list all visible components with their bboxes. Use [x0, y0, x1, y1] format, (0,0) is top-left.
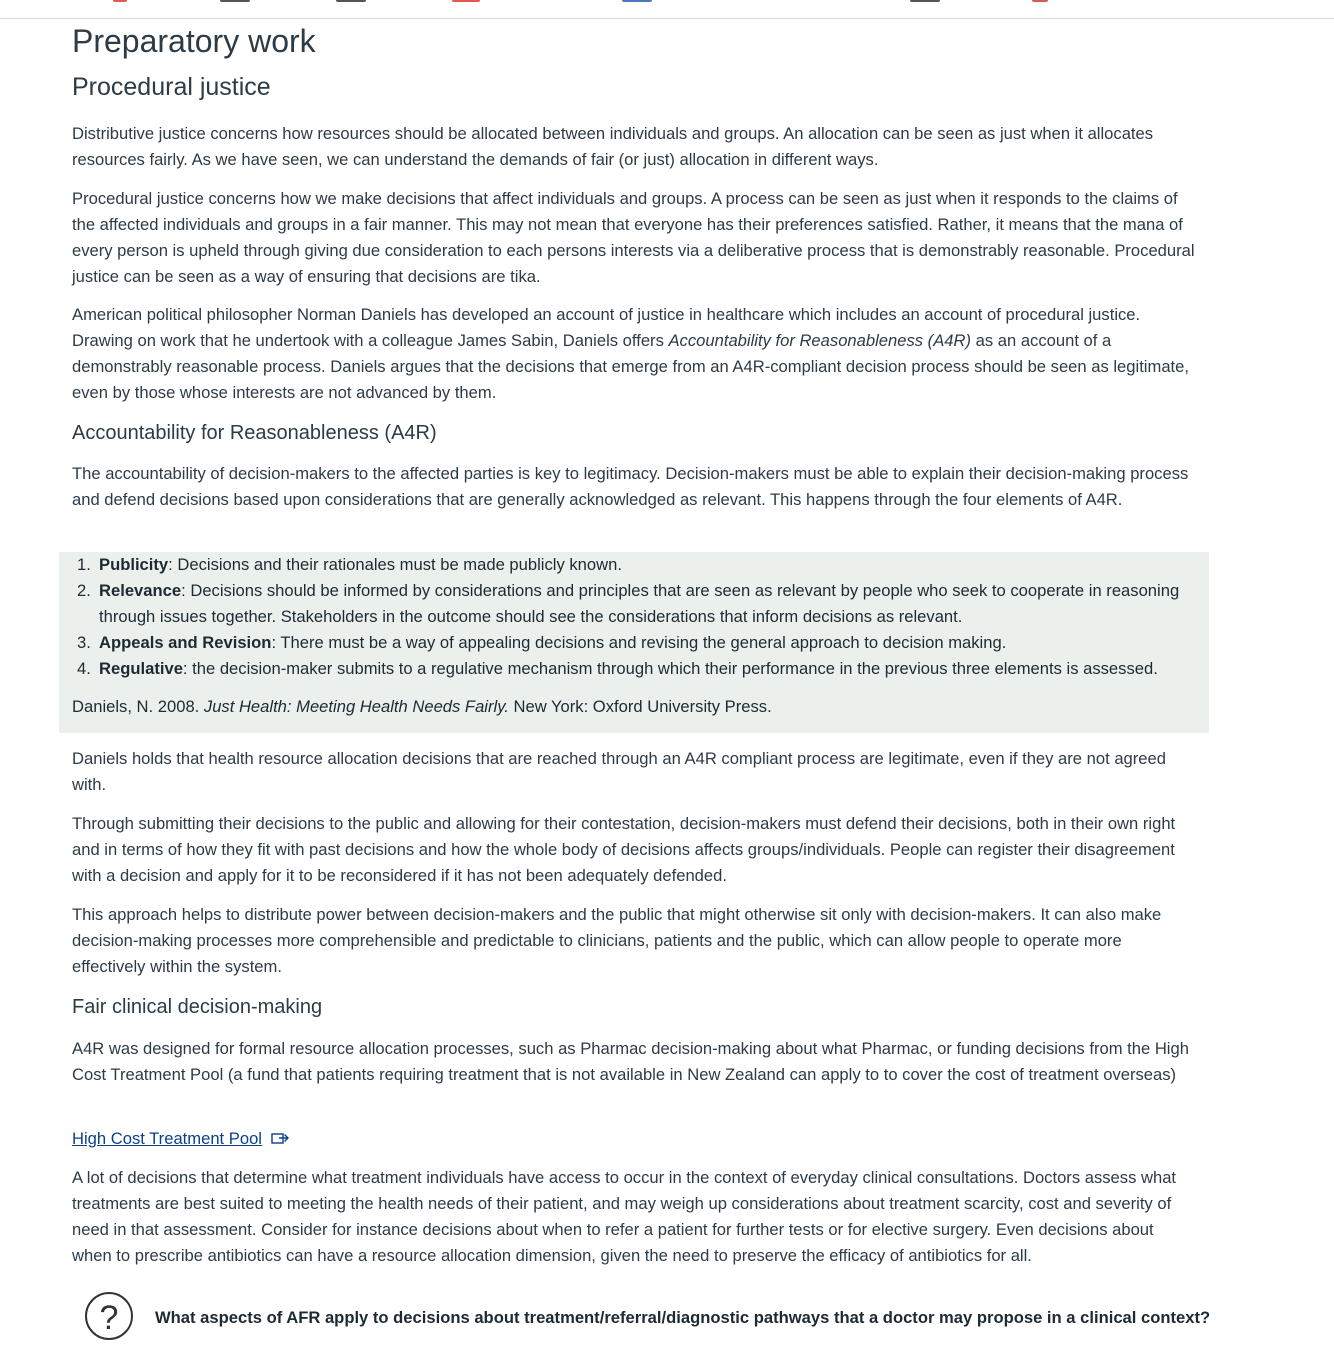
toolbar-icon[interactable]: [113, 0, 127, 2]
external-link-icon[interactable]: [271, 1131, 289, 1145]
list-item: [77, 578, 1199, 630]
fair-intro: A4R was designed for formal resource allocation processes, such as Pharmac decision-making about what Pharmac, or funding decisions from the High Cost Treatment Pool (a fund that patients requiring treatment that is not available in New Zealand can apply to to cover the cost of treatment overseas): [72, 1039, 1189, 1084]
high-cost-treatment-pool-link[interactable]: High Cost Treatment Pool: [72, 1129, 262, 1148]
question-text: What aspects of AFR apply to decisions about treatment/referral/diagnostic pathways that a doctor may propose in a clinical context?: [155, 1308, 1211, 1327]
toolbar-icon[interactable]: [1032, 0, 1048, 2]
question-icon: ?: [85, 1292, 133, 1340]
element-desc: : Decisions should be informed by considerations and principles that are seen as relevant by people who seek to cooperate in reasoning through issues together. Stakeholders in the outcome should see the considerations that inform decisions as relevant.: [99, 581, 1180, 626]
a4r-emphasis: Accountability for Reasonableness (A4R): [668, 331, 972, 350]
list-item: [77, 552, 1199, 578]
a4r-elements-list: [77, 552, 1199, 682]
list-number: 2.: [77, 581, 91, 600]
list-number: 1.: [77, 555, 91, 574]
a4r-elements-box: [59, 552, 1209, 733]
element-term: Relevance: [99, 581, 182, 600]
reference-title: Just Health: Meeting Health Needs Fairly.: [203, 697, 509, 716]
reference-citation: [72, 694, 772, 720]
paragraph-legitimate: Daniels holds that health resource allocation decisions that are reached through an A4R compliant process are legitimate, even if they are not agreed with.: [72, 749, 1166, 794]
list-item: [77, 656, 1199, 682]
toolbar-icon[interactable]: [910, 0, 940, 2]
daniels-text-before: American political philosopher Norman Daniels has developed an account of justice in healthcare which includes an account of procedural justice. Drawing on work that he undertook with a colleague James Sabin, Daniels offers: [72, 305, 1141, 350]
list-number: 4.: [77, 659, 91, 678]
element-term: Regulative: [99, 659, 183, 678]
fair-heading: Fair clinical decision-making: [72, 996, 323, 1018]
reference-author: Daniels, N. 2008.: [72, 697, 204, 716]
paragraph-power: This approach helps to distribute power between decision-makers and the public that might otherwise sit only with decision-makers. It can also make decision-making processes more comprehensible and predictable to clinicians, patients and the public, which can allow people to operate more effectively within the system.: [72, 905, 1162, 976]
reference-publisher: New York: Oxford University Press.: [508, 697, 772, 716]
paragraph-contestation: Through submitting their decisions to the public and allowing for their contestation, decision-makers must defend their decisions, both in their own right and in terms of how they fit with past decisions and how the whole body of decisions affects groups/individuals. People can register their disagreement with a decision and apply for it to be reconsidered if it has not been adequately defended.: [72, 814, 1176, 885]
link-paragraph: [72, 1126, 1197, 1152]
paragraph-daniels: [72, 302, 1197, 406]
daniels-text-after: as an account of a demonstrably reasonable process. Daniels argues that the decisions that emerge from an A4R-compliant decision process should be seen as legitimate, even by those whose interests are not advanced by them.: [72, 331, 1189, 402]
a4r-heading: Accountability for Reasonableness (A4R): [72, 422, 437, 444]
paragraph-clinical: A lot of decisions that determine what treatment individuals have access to occur in the context of everyday clinical consultations. Doctors assess what treatments are best suited to meeting the health needs of their patient, and may weigh up considerations about treatment scarcity, cost and severity of need in that assessment. Consider for instance decisions about when to refer a patient for further tests or for elective surgery. Even decisions about when to prescribe antibiotics can have a resource allocation dimension, given the need to preserve the efficacy of antibiotics for all.: [72, 1168, 1177, 1265]
toolbar-icon[interactable]: [220, 0, 250, 2]
element-desc: : Decisions and their rationales must be made publicly known.: [168, 555, 622, 574]
list-number: 3.: [77, 633, 91, 652]
toolbar-icon[interactable]: [622, 0, 652, 2]
element-desc: : the decision-maker submits to a regulative mechanism through which their performance in the previous three elements is assessed.: [182, 659, 1158, 678]
section-title: Procedural justice: [72, 73, 271, 101]
element-term: Appeals and Revision: [99, 633, 272, 652]
a4r-intro: The accountability of decision-makers to the affected parties is key to legitimacy. Decision-makers must be able to explain their decision-making process and defend decisions based upon considerations that are generally acknowledged as relevant. This happens through the four elements of A4R.: [72, 464, 1189, 509]
toolbar-icon[interactable]: [336, 0, 366, 2]
page-title: Preparatory work: [72, 23, 316, 59]
editor-toolbar: [0, 0, 1334, 19]
question-callout: [85, 1292, 1235, 1352]
paragraph-distributive: Distributive justice concerns how resources should be allocated between individuals and groups. An allocation can be seen as just when it allocates resources fairly. As we have seen, we can understand the demands of fair (or just) allocation in different ways.: [72, 124, 1154, 169]
list-item: [77, 630, 1199, 656]
element-term: Publicity: [99, 555, 169, 574]
toolbar-icon[interactable]: [452, 0, 480, 2]
paragraph-procedural: Procedural justice concerns how we make decisions that affect individuals and groups. A process can be seen as just when it responds to the claims of the affected individuals and groups in a fair manner. This may not mean that everyone has their preferences satisfied. Rather, it means that the mana of every person is upheld through giving due consideration to each persons interests via a deliberative process that is demonstrably reasonable. Procedural justice can be seen as a way of ensuring that decisions are tika.: [72, 189, 1195, 286]
element-desc: : There must be a way of appealing decisions and revising the general approach to decision making.: [271, 633, 1007, 652]
